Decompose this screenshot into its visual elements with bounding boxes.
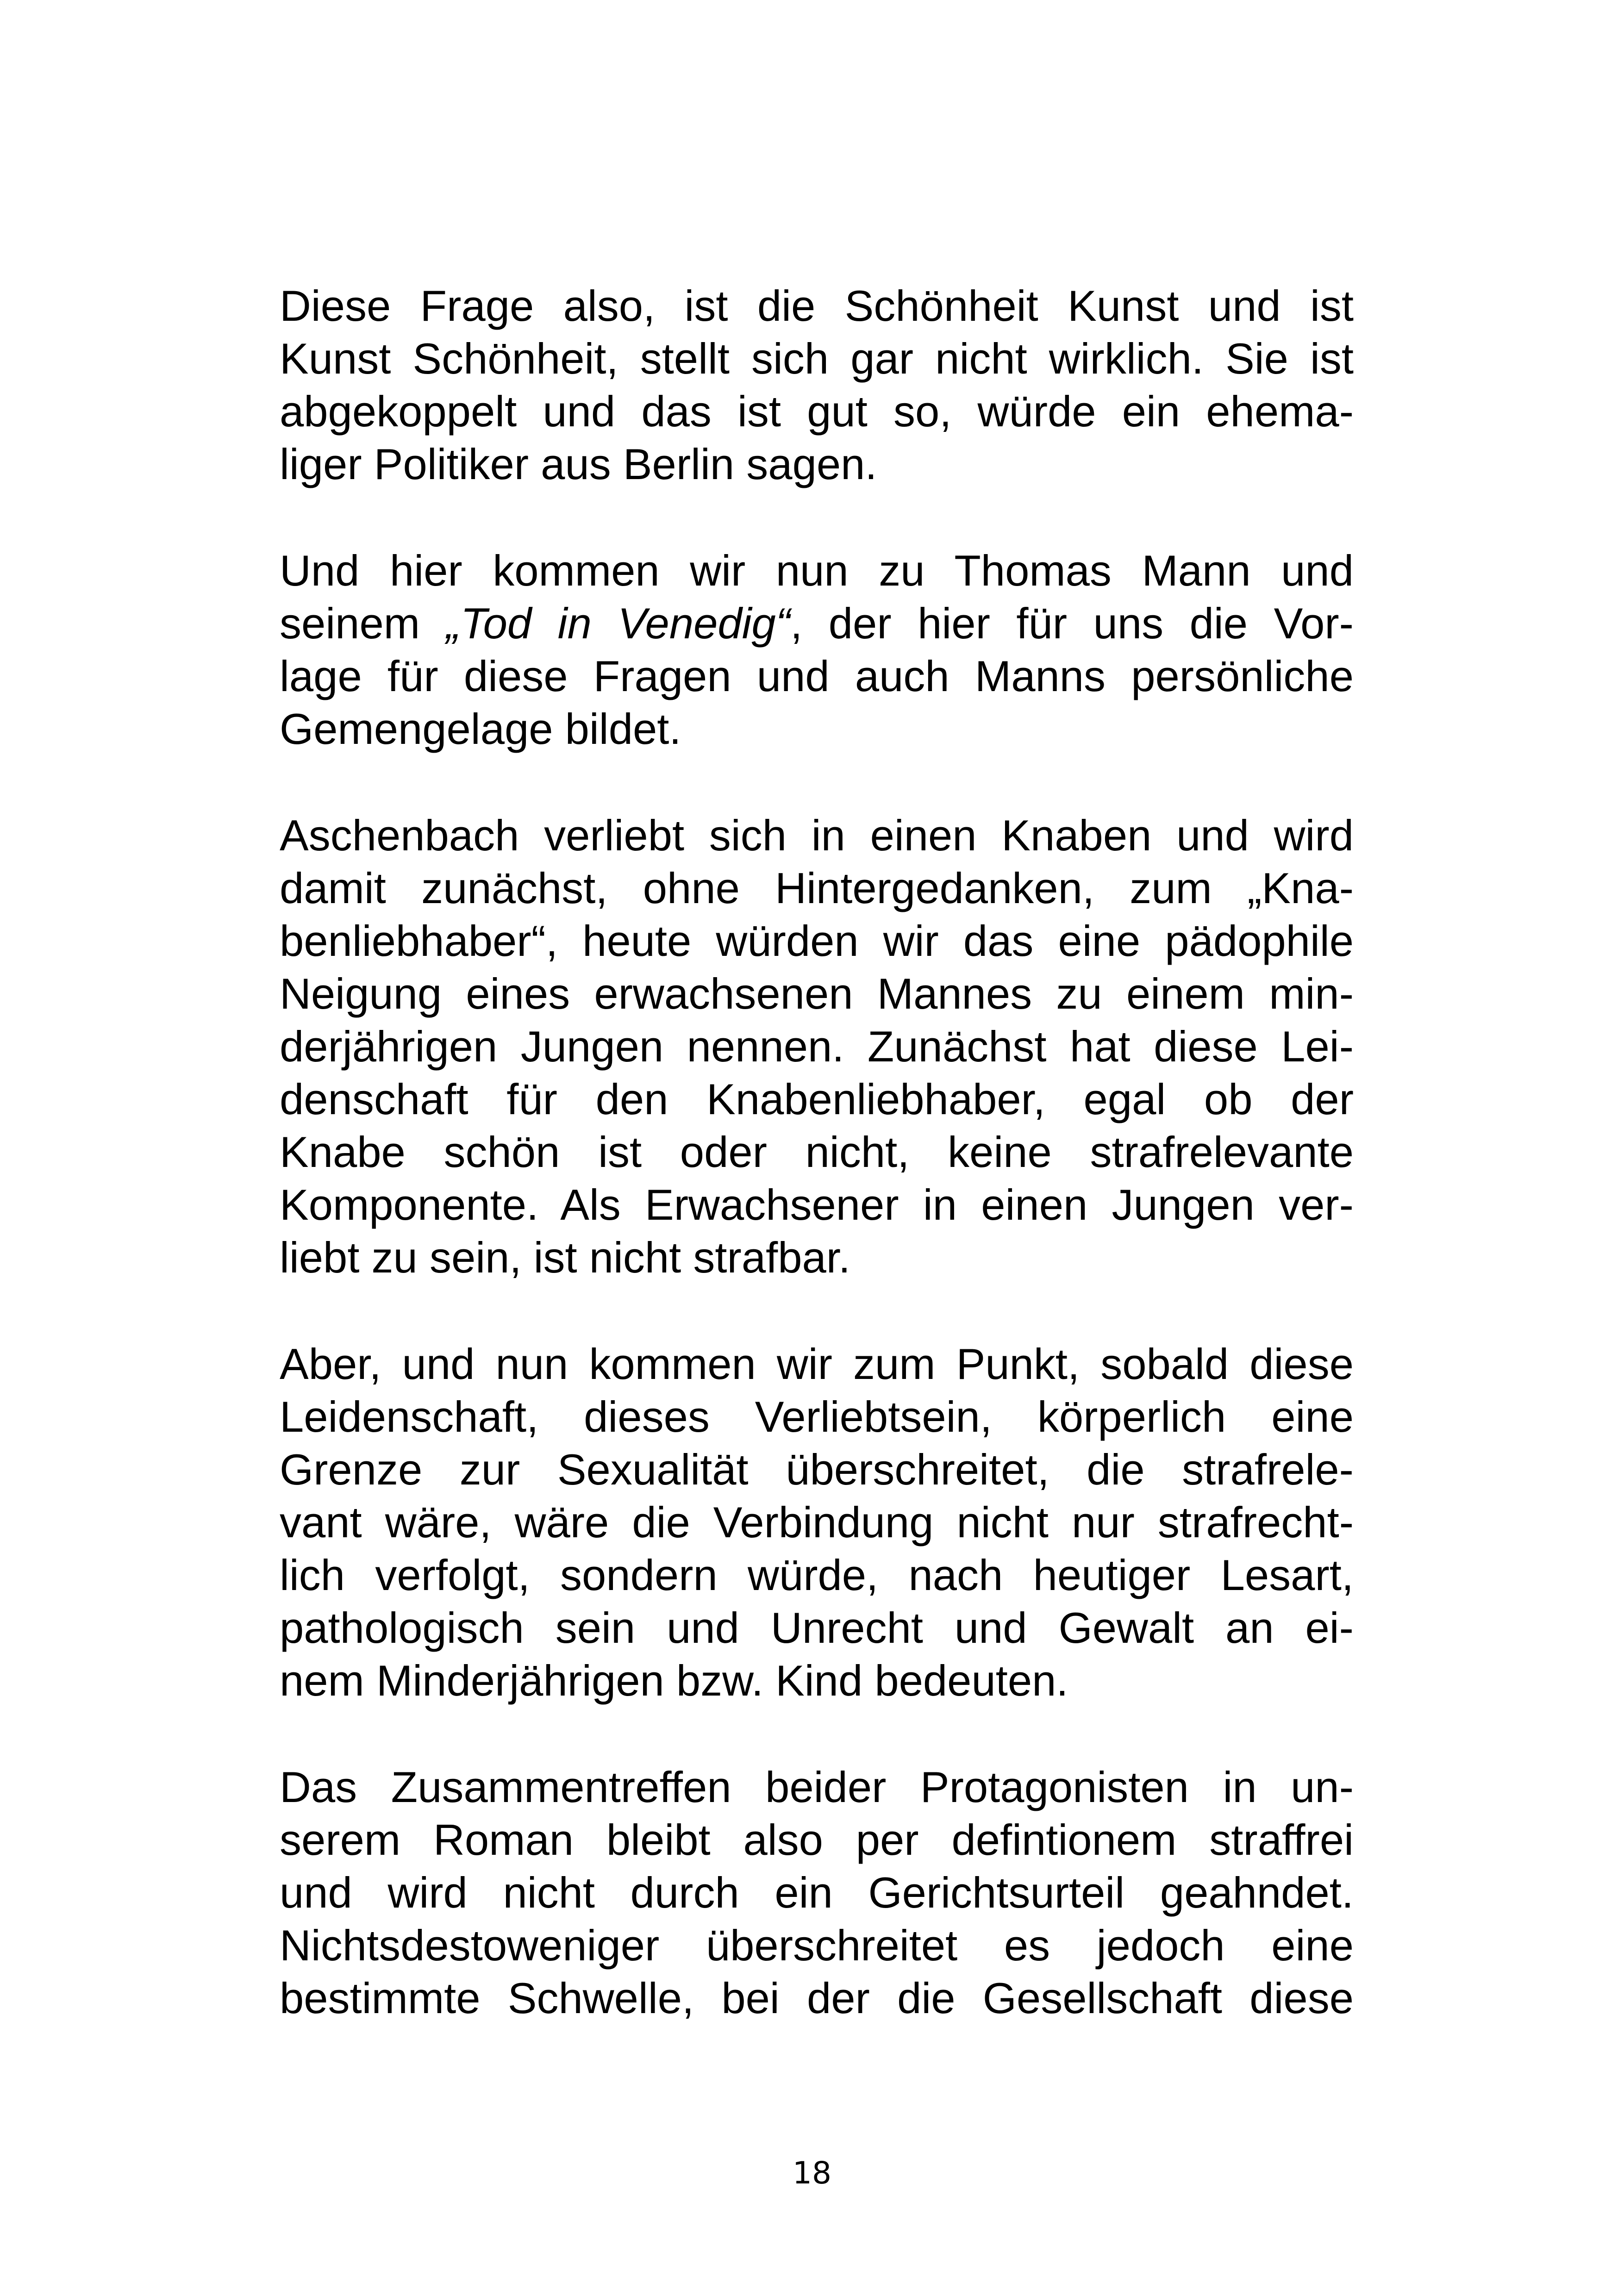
line-text: , der hier für uns die Vor-: [790, 599, 1354, 648]
paragraph-3: [280, 809, 1354, 1284]
paragraph-4: [280, 1338, 1354, 1707]
paragraph-line: Aschenbach verliebt sich in einen Knaben und wird: [280, 811, 1354, 860]
paragraph-2: [280, 544, 1354, 755]
paragraph-line: pathologisch sein und Unrecht und Gewalt an ei-: [280, 1603, 1354, 1652]
paragraph-line: Das Zusammentreffen beider Protagonisten in un-: [280, 1763, 1354, 1811]
paragraph-line: Komponente. Als Erwachsener in einen Jungen ver-: [280, 1180, 1354, 1229]
paragraph-line: denschaft für den Knabenliebhaber, egal ob der: [280, 1075, 1354, 1123]
paragraph-line: damit zunächst, ohne Hintergedanken, zum „Kna-: [280, 864, 1354, 912]
paragraph-line: Leidenschaft, dieses Verliebtsein, körperlich eine: [280, 1392, 1354, 1441]
paragraph-line: benliebhaber“, heute würden wir das eine pädophile: [280, 917, 1354, 965]
paragraph-line: abgekoppelt und das ist gut so, würde ein ehema-: [280, 387, 1354, 436]
paragraph-1: [280, 280, 1354, 491]
paragraph-line-with-title: [280, 597, 1354, 650]
paragraph-line: nem Minderjährigen bzw. Kind bedeuten.: [280, 1656, 1068, 1705]
paragraph-5: [280, 1761, 1354, 2025]
paragraph-line: und wird nicht durch ein Gerichtsurteil geahndet.: [280, 1868, 1354, 1917]
paragraph-line: derjährigen Jungen nennen. Zunächst hat diese Lei-: [280, 1022, 1354, 1071]
paragraph-line: lich verfolgt, sondern würde, nach heutiger Lesart,: [280, 1551, 1354, 1599]
book-title: „Tod in Venedig“: [446, 599, 791, 648]
paragraph-line: bestimmte Schwelle, bei der die Gesellschaft diese: [280, 1974, 1354, 2022]
paragraph-line: Gemengelage bildet.: [280, 705, 681, 753]
line-text: seinem: [280, 599, 446, 648]
paragraph-line: Aber, und nun kommen wir zum Punkt, sobald diese: [280, 1340, 1354, 1388]
paragraph-line: Nichtsdestoweniger überschreitet es jedoch eine: [280, 1921, 1354, 1970]
paragraph-line: lage für diese Fragen und auch Manns persönliche: [280, 652, 1354, 700]
paragraph-line: vant wäre, wäre die Verbindung nicht nur strafrecht-: [280, 1498, 1354, 1547]
paragraph-line: Neigung eines erwachsenen Mannes zu einem min-: [280, 969, 1354, 1018]
paragraph-line: Grenze zur Sexualität überschreitet, die strafrele-: [280, 1445, 1354, 1494]
paragraph-line: Und hier kommen wir nun zu Thomas Mann und: [280, 546, 1354, 595]
paragraph-line: liebt zu sein, ist nicht strafbar.: [280, 1233, 851, 1282]
paragraph-line: Knabe schön ist oder nicht, keine strafrelevante: [280, 1128, 1354, 1176]
page-number: 18: [793, 2155, 831, 2191]
paragraph-line: serem Roman bleibt also per defintionem straffrei: [280, 1815, 1354, 1864]
paragraph-line: Kunst Schönheit, stellt sich gar nicht wirklich. Sie ist: [280, 334, 1354, 383]
paragraph-line: Diese Frage also, ist die Schönheit Kunst und ist: [280, 281, 1354, 330]
paragraph-line: liger Politiker aus Berlin sagen.: [280, 440, 877, 488]
